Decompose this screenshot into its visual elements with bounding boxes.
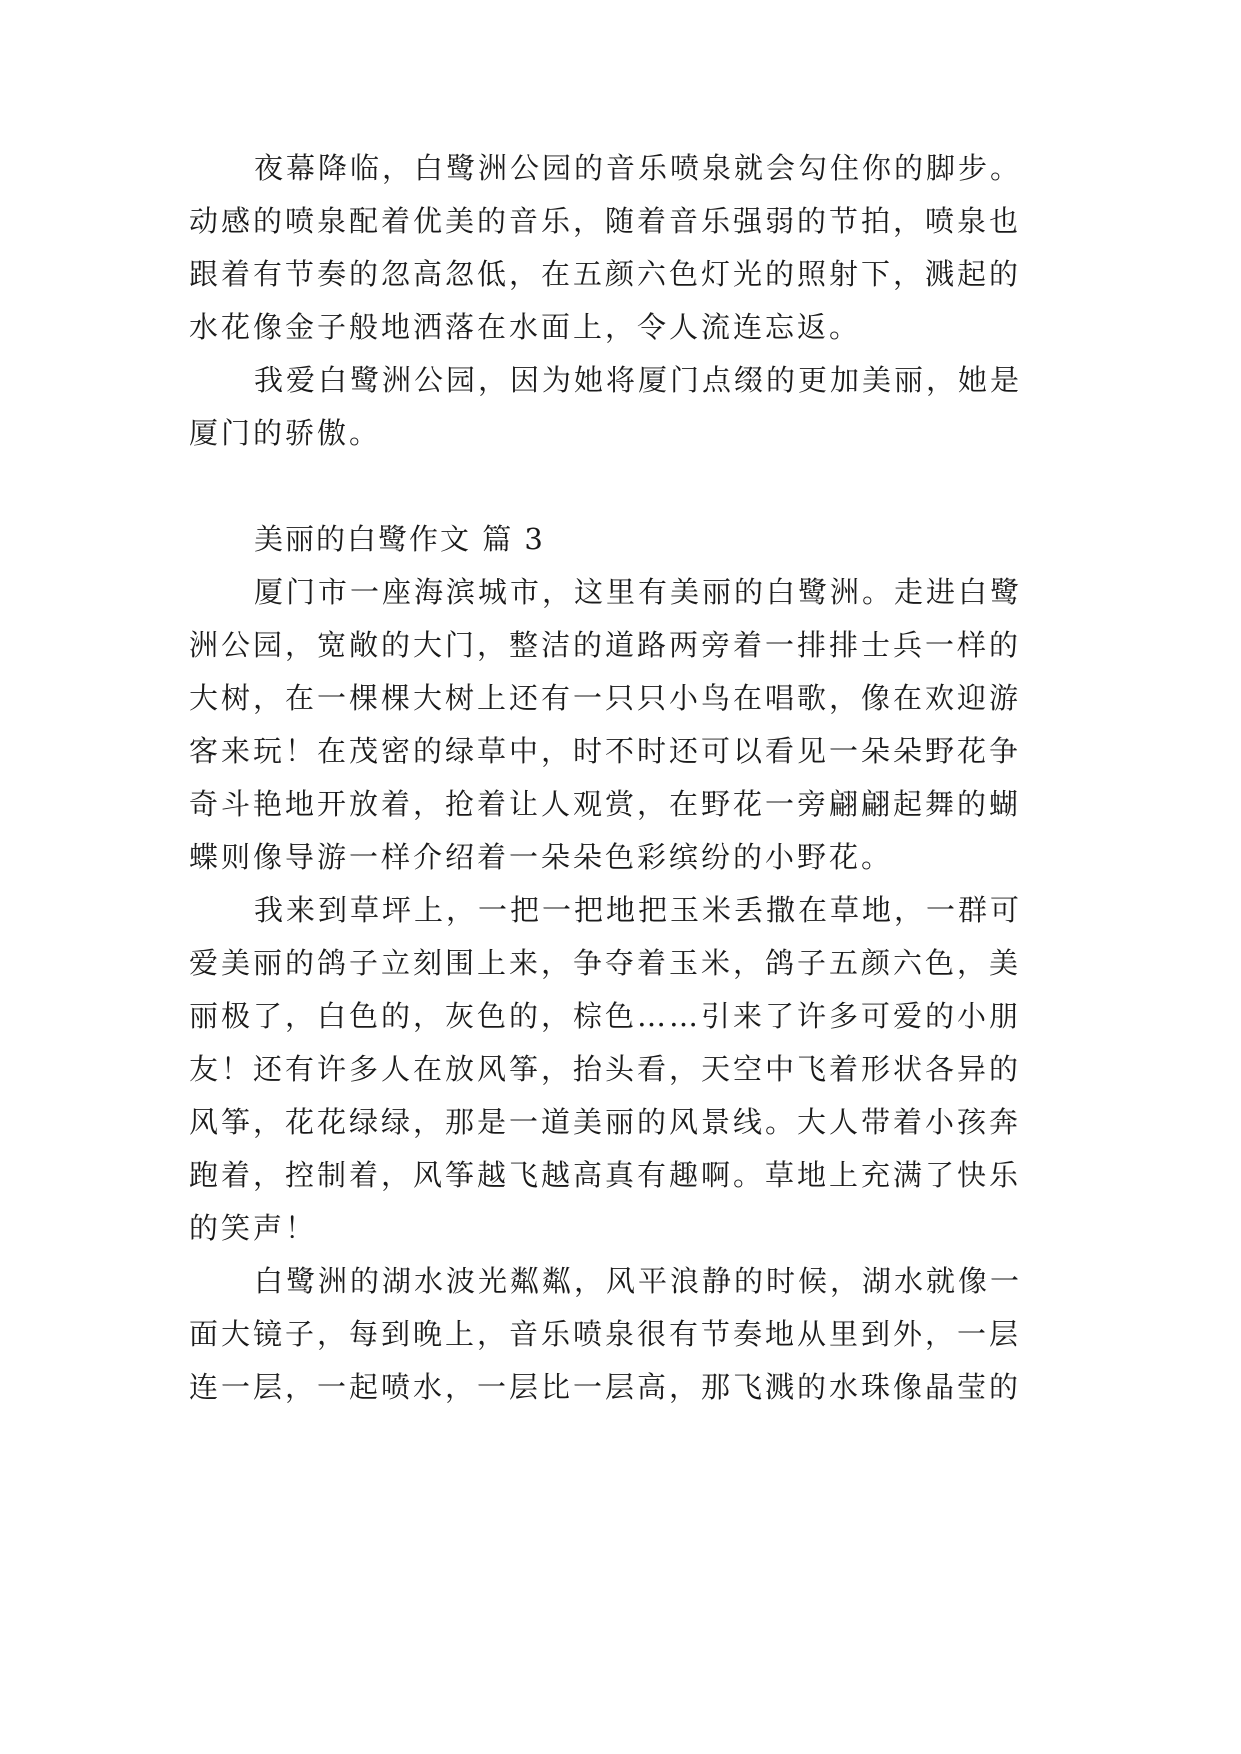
- text-line: 跟着有节奏的忽高忽低，在五颜六色灯光的照射下，溅起的: [189, 257, 1022, 291]
- text-line: 的笑声！: [189, 1211, 318, 1245]
- text-line: 面大镜子，每到晚上，音乐喷泉很有节奏地从里到外，一层: [189, 1317, 1022, 1351]
- text-line: 爱美丽的鸽子立刻围上来，争夺着玉米，鸽子五颜六色，美: [189, 946, 1022, 980]
- text-line: 动感的喷泉配着优美的音乐，随着音乐强弱的节拍，喷泉也: [189, 204, 1022, 238]
- text-line: 奇斗艳地开放着，抢着让人观赏，在野花一旁翩翩起舞的蝴: [189, 787, 1022, 821]
- text-line: 厦门市一座海滨城市，这里有美丽的白鹭洲。走进白鹭: [254, 575, 1023, 609]
- text-line: 我来到草坪上，一把一把地把玉米丢撒在草地，一群可: [254, 893, 1023, 927]
- text-line: 蝶则像导游一样介绍着一朵朵色彩缤纷的小野花。: [189, 840, 894, 874]
- text-line: 我爱白鹭洲公园，因为她将厦门点缀的更加美丽，她是: [254, 363, 1023, 397]
- text-line: 厦门的骄傲。: [189, 416, 382, 450]
- text-line: 夜幕降临，白鹭洲公园的音乐喷泉就会勾住你的脚步。: [254, 151, 1023, 185]
- section-heading: 美丽的白鹭作文 篇 3: [254, 522, 545, 556]
- text-line: 跑着，控制着，风筝越飞越高真有趣啊。草地上充满了快乐: [189, 1158, 1022, 1192]
- text-line: 友！还有许多人在放风筝，抬头看，天空中飞着形状各异的: [189, 1052, 1022, 1086]
- text-line: 丽极了，白色的，灰色的，棕色……引来了许多可爱的小朋: [189, 999, 1022, 1033]
- text-line: 连一层，一起喷水，一层比一层高，那飞溅的水珠像晶莹的: [189, 1370, 1022, 1404]
- text-line: 洲公园，宽敞的大门，整洁的道路两旁着一排排士兵一样的: [189, 628, 1022, 662]
- text-line: 大树，在一棵棵大树上还有一只只小鸟在唱歌，像在欢迎游: [189, 681, 1022, 715]
- text-line: 客来玩！在茂密的绿草中，时不时还可以看见一朵朵野花争: [189, 734, 1022, 768]
- text-line: 风筝，花花绿绿，那是一道美丽的风景线。大人带着小孩奔: [189, 1105, 1022, 1139]
- text-line: 白鹭洲的湖水波光粼粼，风平浪静的时候，湖水就像一: [254, 1264, 1023, 1298]
- text-line: 水花像金子般地洒落在水面上，令人流连忘返。: [189, 310, 862, 344]
